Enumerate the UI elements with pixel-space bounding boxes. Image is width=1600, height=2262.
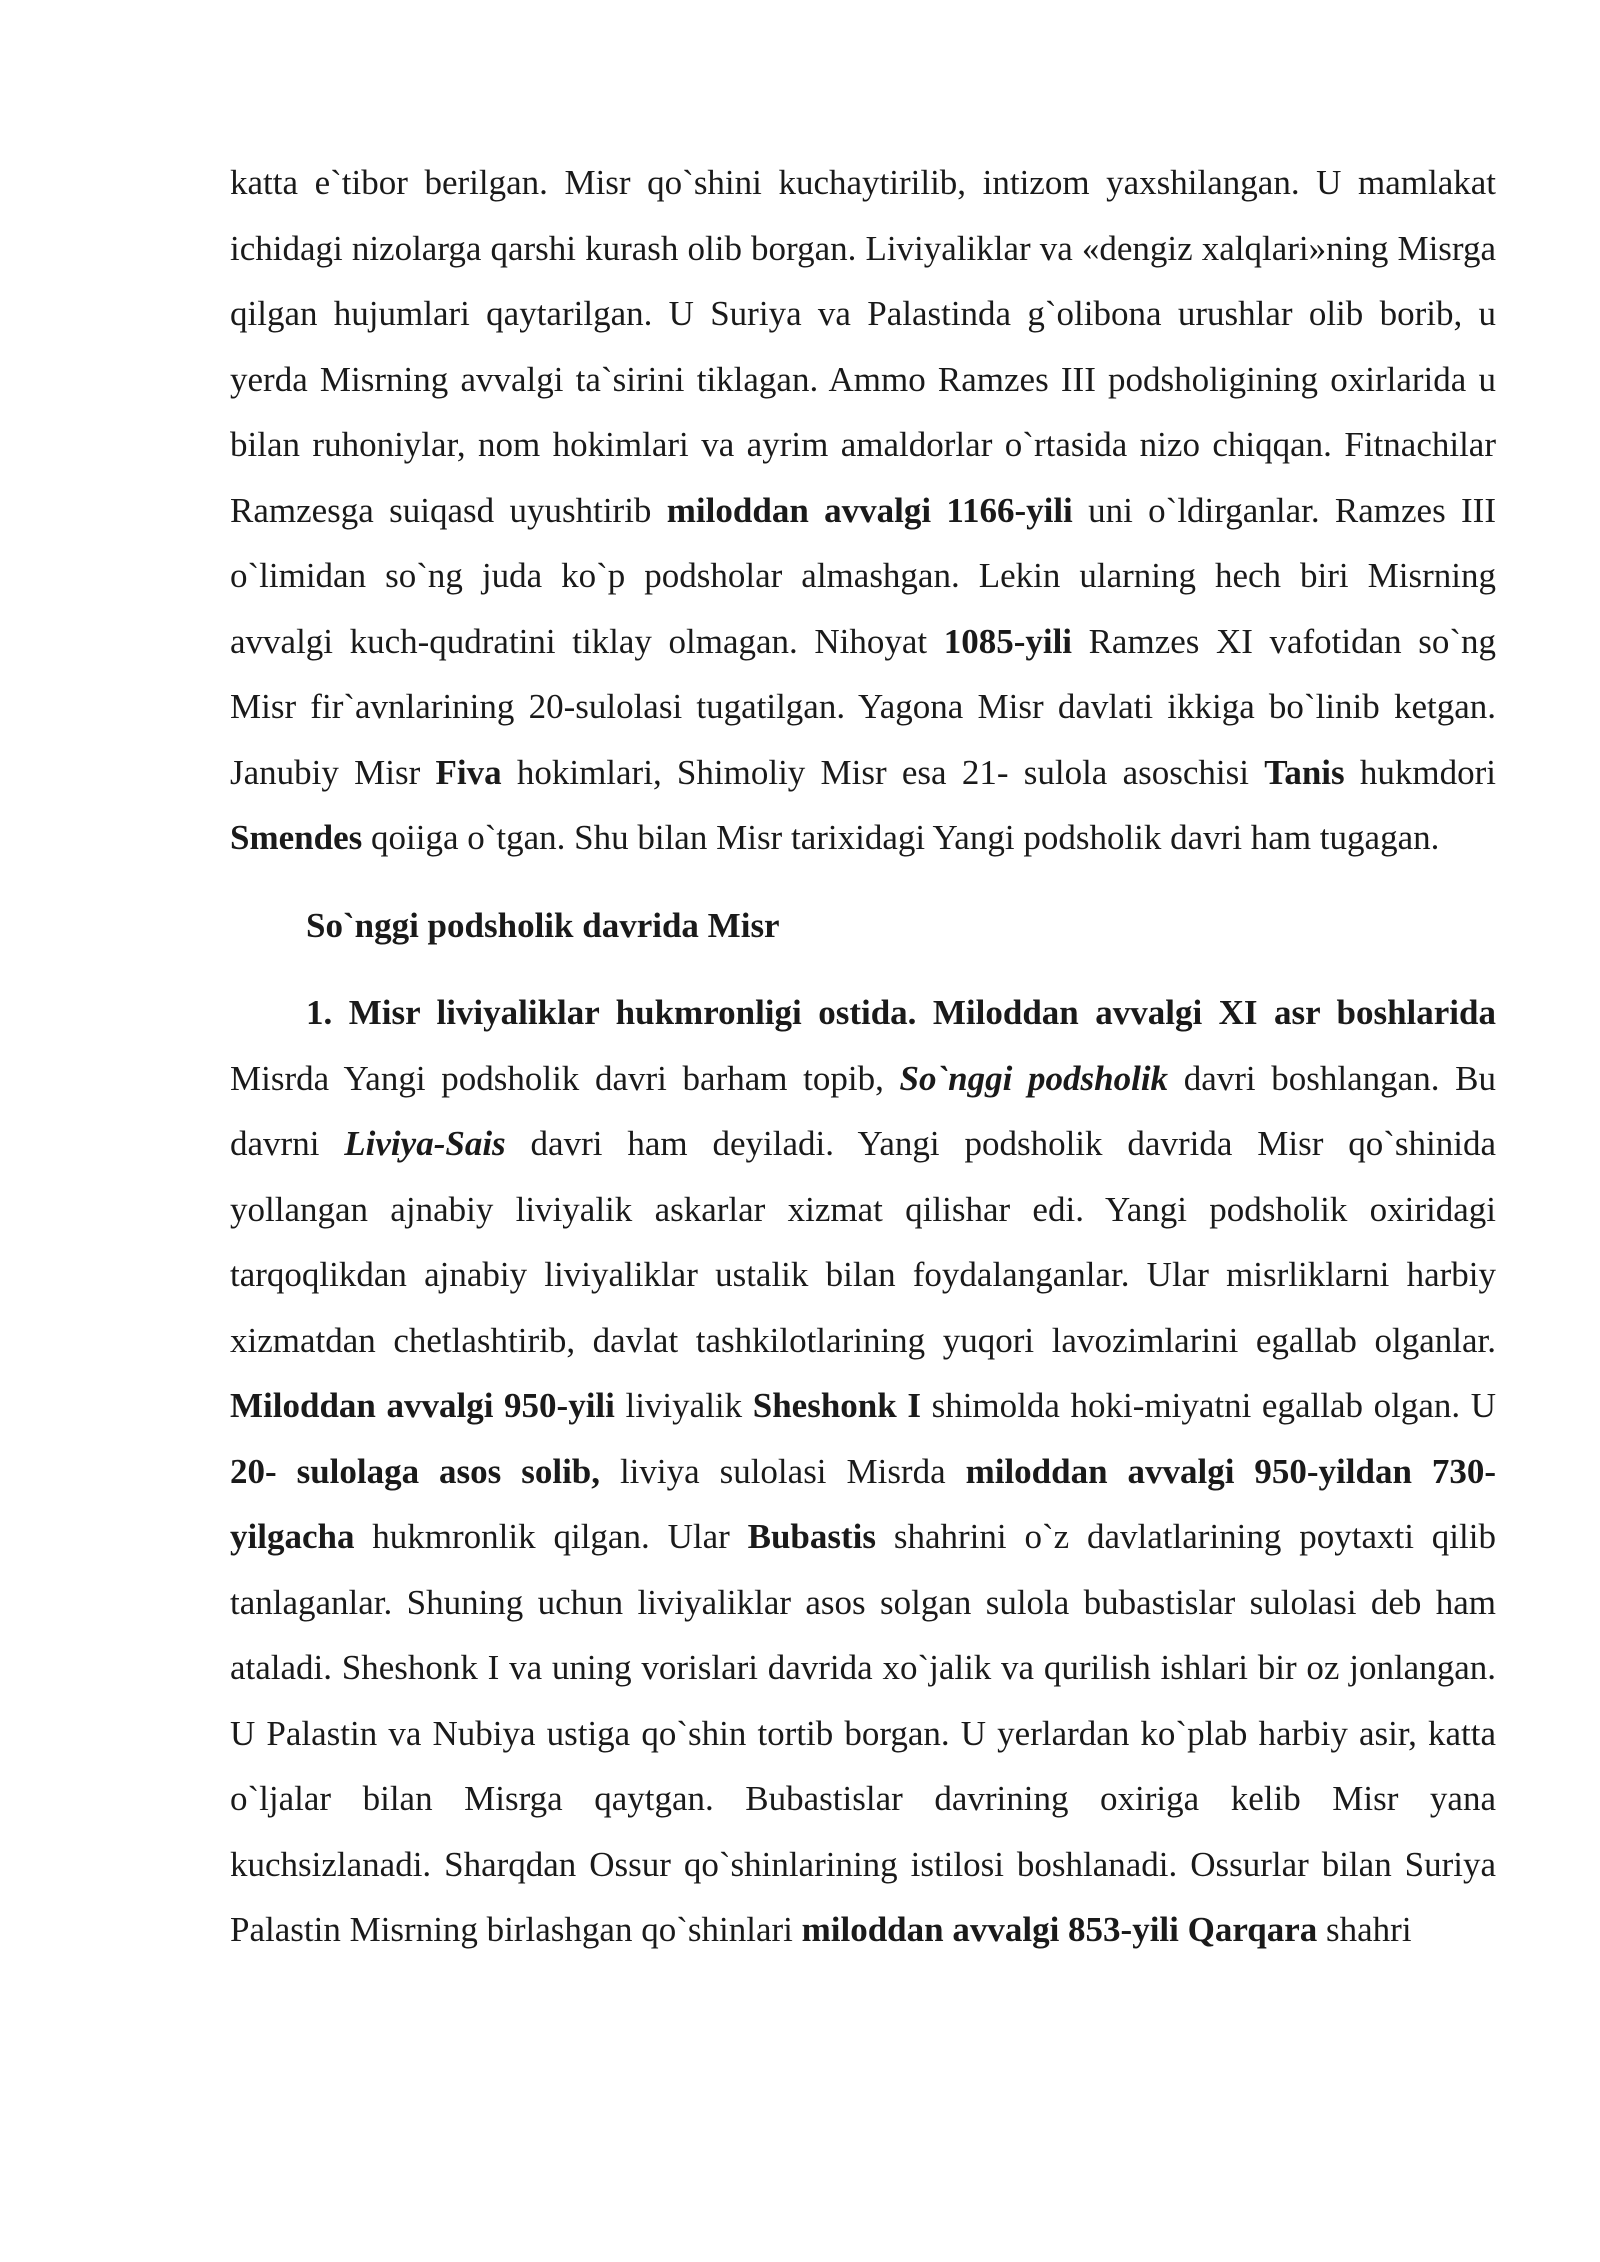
bold-text: Fiva (435, 752, 502, 792)
body-text: shimolda hoki-miyatni egallab olgan. U (920, 1386, 1496, 1425)
body-text: liviya sulolasi Misrda (600, 1451, 966, 1491)
bold-text: Bubastis (747, 1517, 877, 1556)
bold-italic-text (900, 1059, 1169, 1098)
body-text: shahri (1317, 1910, 1412, 1949)
body-text: hukmdori (1344, 752, 1497, 792)
section-heading: So`nggi podsholik davrida Misr (306, 905, 780, 945)
body-text: shahrini o`z davlatlarining poytaxti qilib tanlaganlar. Shuning uchun liviyaliklar asos solgan sulola bubastislar sulolasi deb ham ataladi. Sheshonk I va uning vorislari davrida xo`jalik va qurilish ishlari bir oz jonlangan. U Palastin va Nubiya ustiga qo`shin tortib borgan. U yerlardan ko`plab harbiy asir, katta o`ljalar bilan Misrga qaytgan. Bubastislar davrining oxiriga kelib Misr yana kuchsizlanadi. Sharqdan Ossur qo`shinlarining istilosi boshlanadi. Ossurlar bilan Suriya Palastin Misrning birlashgan qo`shinlari (230, 1517, 1496, 1949)
bold-text: 20- sulolaga asos solib, (230, 1451, 601, 1491)
body-text: Ramzes XI vafotidan so`ng Misr fir`avnlarining 20-sulolasi tugatilgan. Yagona Misr davlati ikkiga bo`linib ketgan. Janubiy Misr (230, 621, 1496, 792)
bold-text: miloddan avvalgi 1166-yili (666, 490, 1073, 530)
bold-text: miloddan avvalgi 853-yili Qarqara (801, 1910, 1318, 1949)
bold-text: 1085-yili (943, 621, 1073, 661)
body-text: hokimlari, Shimoliy Misr esa 21- sulola asoschisi (501, 752, 1265, 792)
body-text: qoiiga o`tgan. Shu bilan Misr tarixidagi Yangi podsholik davri ham tugagan. (362, 818, 1440, 857)
body-text: hukmronlik qilgan. Ular (354, 1517, 748, 1556)
body-text: liviyalik (614, 1386, 753, 1425)
bold-text: Tanis (1264, 752, 1345, 792)
bold-text: Miloddan avvalgi 950-yili (230, 1386, 615, 1425)
bold-text: Smendes (230, 818, 363, 857)
body-text: davri boshlangan. Bu davrni (230, 1058, 1496, 1163)
body-text: davri ham deyiladi. Yangi podsholik davrida Misr qo`shinida yollangan ajnabiy liviyalik askarlar xizmat qilishar edi. Yangi podsholik oxiridagi tarqoqlikdan ajnabiy liviyaliklar ustalik bilan foydalanganlar. Ular misrliklarni harbiy xizmatdan chetlashtirib, davlat tashkilotlarining yuqori lavozimlarini egallab olganlar. (230, 1124, 1496, 1360)
body-text: katta e`tibor berilgan. Misr qo`shini kuchaytirilib, intizom yaxshilangan. U mamlakat ichidagi nizolarga qarshi kurash olib borgan. Liviyaliklar va «dengiz xalqlari»ning Misrga qilgan hujumlari qaytarilgan. U Suriya va Palastinda g`olibona urushlar olib borib, u yerda Misrning avvalgi ta`sirini tiklagan. Ammo Ramzes III podsholigining oxirlarida u bilan ruhoniylar, nom hokimlari va ayrim amaldorlar o`rtasida nizo chiqqan. Fitnachilar Ramzesga suiqasd uyushtirib (230, 163, 1496, 530)
emphasized-text: Liviya-Sais (344, 1124, 506, 1163)
bold-text: Sheshonk I (752, 1386, 921, 1425)
paragraph-liviyaliklar (230, 980, 1496, 1963)
emphasized-text: So`nggi podsholik (899, 1058, 1169, 1098)
document-page (230, 150, 1496, 1963)
paragraph-ramzes-iii (230, 150, 1496, 871)
bold-text: miloddan avvalgi 950-yildan 730-yilgacha (230, 1451, 1496, 1556)
bold-italic-text (344, 1124, 505, 1163)
body-text: Misrda Yangi podsholik davri barham topib, (230, 1058, 900, 1098)
bold-text: 1. Misr liviyaliklar hukmronligi ostida. Miloddan avvalgi XI asr boshlarida (306, 993, 1496, 1032)
body-text: uni o`ldirganlar. Ramzes III o`limidan so`ng juda ko`p podsholar almashgan. Lekin ularning hech biri Misrning avvalgi kuch-qudratini tiklay olmagan. Nihoyat (230, 490, 1496, 661)
